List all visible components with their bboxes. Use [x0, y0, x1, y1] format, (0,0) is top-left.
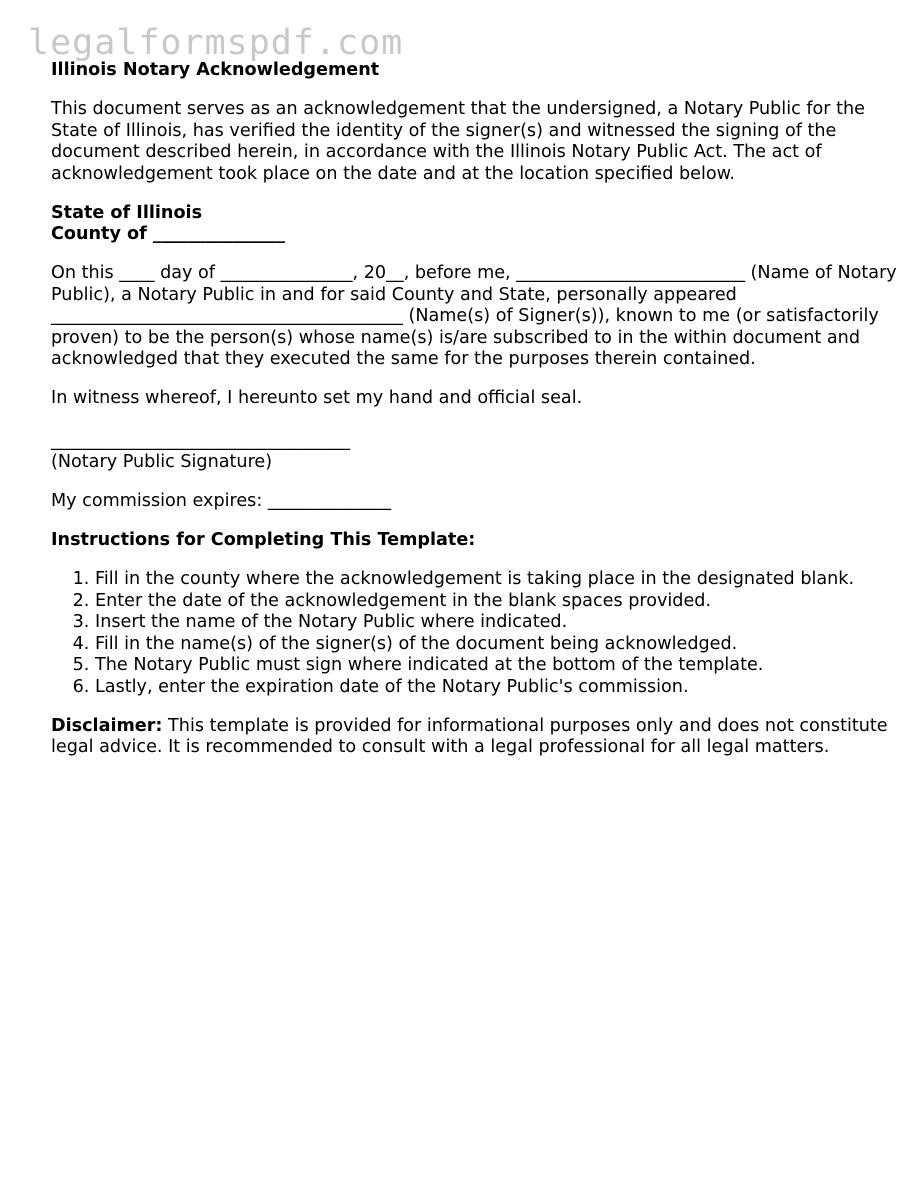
commission-expiry: My commission expires: ______________ [51, 491, 392, 511]
instruction-item: 3. Insert the name of the Notary Public where indicated. [95, 612, 901, 634]
venue-state: State of Illinois [51, 202, 203, 223]
instruction-item: 1. Fill in the county where the acknowledgement is taking place in the designated blank. [95, 569, 901, 591]
instruction-item: 6. Lastly, enter the expiration date of the Notary Public's commission. [95, 677, 901, 699]
venue-county: County of _______________ [51, 224, 285, 244]
signature-line: __________________________________ [51, 430, 351, 451]
disclaimer-paragraph [51, 716, 901, 759]
intro-paragraph: This document serves as an acknowledgement that the undersigned, a Notary Public for the State of Illinois, has verified the identity of the signer(s) and witnessed the signing of the document described herein, in accordance with the Illinois Notary Public Act. The act of acknowledgement took place on the date and at the location specified below. [51, 99, 866, 184]
disclaimer-text: This template is provided for informational purposes only and does not constitute legal advice. It is recommended to consult with a legal professional for all legal matters. [51, 715, 888, 757]
instruction-item: 4. Fill in the name(s) of the signer(s) of the document being acknowledged. [95, 634, 901, 656]
instruction-item: 5. The Notary Public must sign where indicated at the bottom of the template. [95, 655, 901, 677]
signature-block [51, 431, 901, 474]
signature-label: (Notary Public Signature) [51, 452, 273, 472]
disclaimer-label: Disclaimer: [51, 715, 163, 736]
acknowledgement-paragraph: On this ____ day of _______________, 20__, before me, __________________________ (Name of Notary Public), a Notary Public in and for said County and State, personally appeared ________________________________________ (Name(s) of Signer(s)), known to me (or satisfactorily proven) to be the person(s) whose name(s) is/are subscribed to in the within document and acknowledged that they executed the same for the purposes therein contained. [51, 263, 897, 369]
watermark: legalformspdf.com [28, 23, 404, 63]
witness-statement: In witness whereof, I hereunto set my hand and official seal. [51, 388, 583, 408]
instructions-list [51, 569, 901, 698]
instruction-item: 2. Enter the date of the acknowledgement in the blank spaces provided. [95, 591, 901, 613]
venue-block [51, 203, 901, 246]
document-title: Illinois Notary Acknowledgement [51, 60, 380, 80]
instructions-heading: Instructions for Completing This Template: [51, 530, 476, 550]
document-body [51, 60, 901, 776]
